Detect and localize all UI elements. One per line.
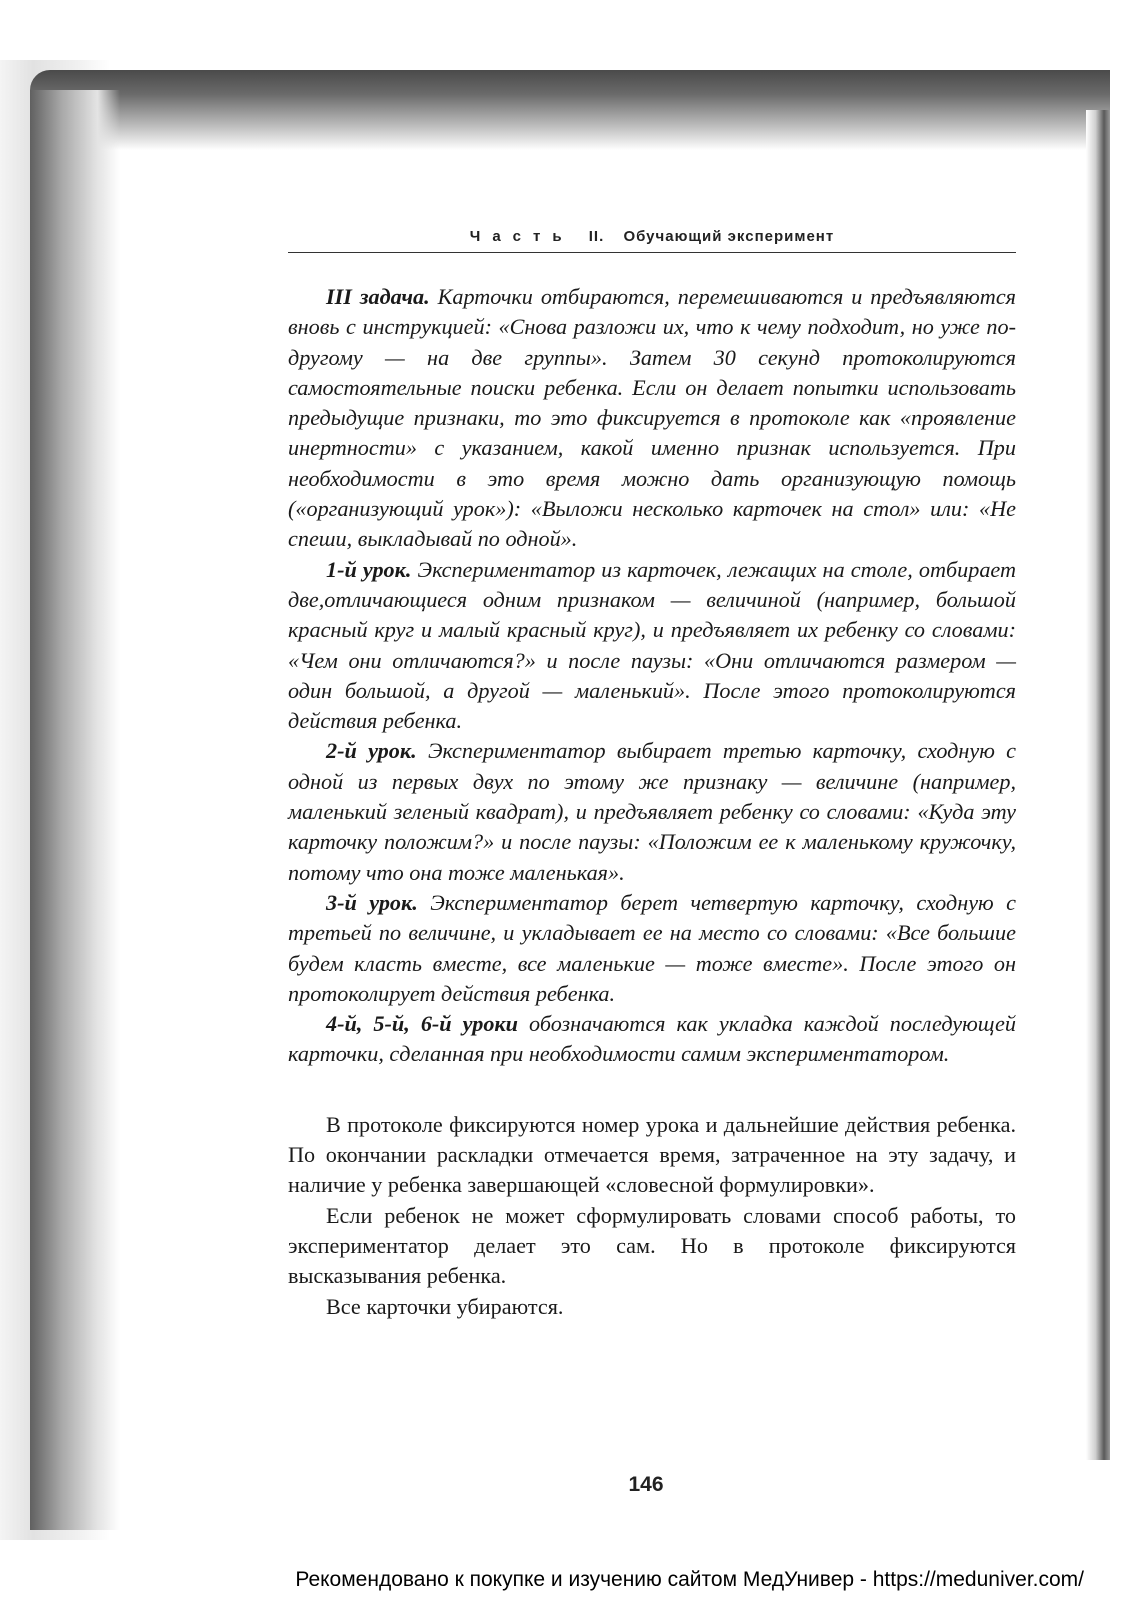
paragraph-lead: 4-й, 5-й, 6-й уроки xyxy=(326,1011,519,1037)
paragraph-text: Экспериментатор выбирает третью карточку, сходную с одной из первых двух по этому же признаку — величине (например, маленький зеленый квадрат), и предъявляет ребенку со словами: «Куда эту карточку положим?» и после паузы: «Положим ее к маленькому кружочку, потому что она тоже маленькая». xyxy=(288,738,1016,885)
paragraph-lesson-2 xyxy=(288,736,1016,887)
paragraph-lead: 2-й урок. xyxy=(326,738,417,764)
header-part-title: Обучающий эксперимент xyxy=(623,228,835,245)
paragraph-lesson-3 xyxy=(288,888,1016,1009)
paragraph-lead: 1-й урок. xyxy=(326,556,412,582)
header-part-word: Часть xyxy=(469,228,574,245)
paragraph-verbal-formulation: Если ребенок не может сформулировать словами способ работы, то экспериментатор делает это сам. Но в протоколе фиксируются высказывания ребенка. xyxy=(288,1202,1016,1289)
paragraph-task-3 xyxy=(288,282,1016,555)
footer-recommendation: Рекомендовано к покупке и изучению сайтом МедУнивер - https://meduniver.com/ xyxy=(295,1568,1084,1591)
scan-spine-shadow xyxy=(30,90,120,1530)
paragraph-text: Карточки отбираются, перемешиваются и предъявляются вновь с инструкцией: «Снова разложи их, что к чему подходит, но уже по-другому — на две группы». Затем 30 секунд протоколируются самостоятельные поиски ребенка. Если он делает попытки использовать предыдущие признаки, то это фиксируется в протоколе как «проявление инертности» с указанием, какой именно признак используется. При необходимости в это время можно дать организующую помощь («организующий урок»): «Выложи несколько карточек на стол» или: «Не спеши, выкладывай по одной». xyxy=(288,284,1016,552)
paragraph-lead: 3-й урок. xyxy=(326,889,418,915)
paragraph-lesson-1 xyxy=(288,555,1016,737)
scan-top-shadow xyxy=(30,70,1110,150)
page-number: 146 xyxy=(628,1473,664,1496)
paragraph-lead: III задача. xyxy=(326,284,430,309)
page-body xyxy=(288,282,1016,1322)
paragraph-cards-removed: Все карточки убираются. xyxy=(326,1293,564,1319)
section-gap xyxy=(288,1070,1016,1110)
paragraph-text: Экспериментатор берет четвертую карточку, сходную с третьей по величине, и укладывает ее на место со словами: «Все большие будем класть вместе, все маленькие — тоже вместе». После этого он протоколирует действия ребенка. xyxy=(288,889,1016,1006)
paragraph-text: Экспериментатор из карточек, лежащих на столе, отбирает две,отличающиеся одним признаком — величиной (например, большой красный круг и малый красный круг), и предъявляет их ребенку со словами: «Чем они отличаются?» и после паузы: «Они отличаются размером — один большой, а другой — маленький». После этого протоколируются действия ребенка. xyxy=(288,556,1016,734)
running-header xyxy=(288,228,1016,253)
header-part-number: II. xyxy=(588,228,605,245)
paragraph-lessons-4-6 xyxy=(288,1009,1016,1070)
scan-right-edge xyxy=(1086,110,1110,1460)
paragraph-protocol: В протоколе фиксируются номер урока и дальнейшие действия ребенка. По окончании раскладки отмечается время, затраченное на эту задачу, и наличие у ребенка завершающей «словесной формулировки». xyxy=(288,1111,1016,1198)
paragraph-text: обозначаются как укладка каждой последующей карточки, сделанная при необходимости самим экспериментатором. xyxy=(288,1011,1016,1067)
